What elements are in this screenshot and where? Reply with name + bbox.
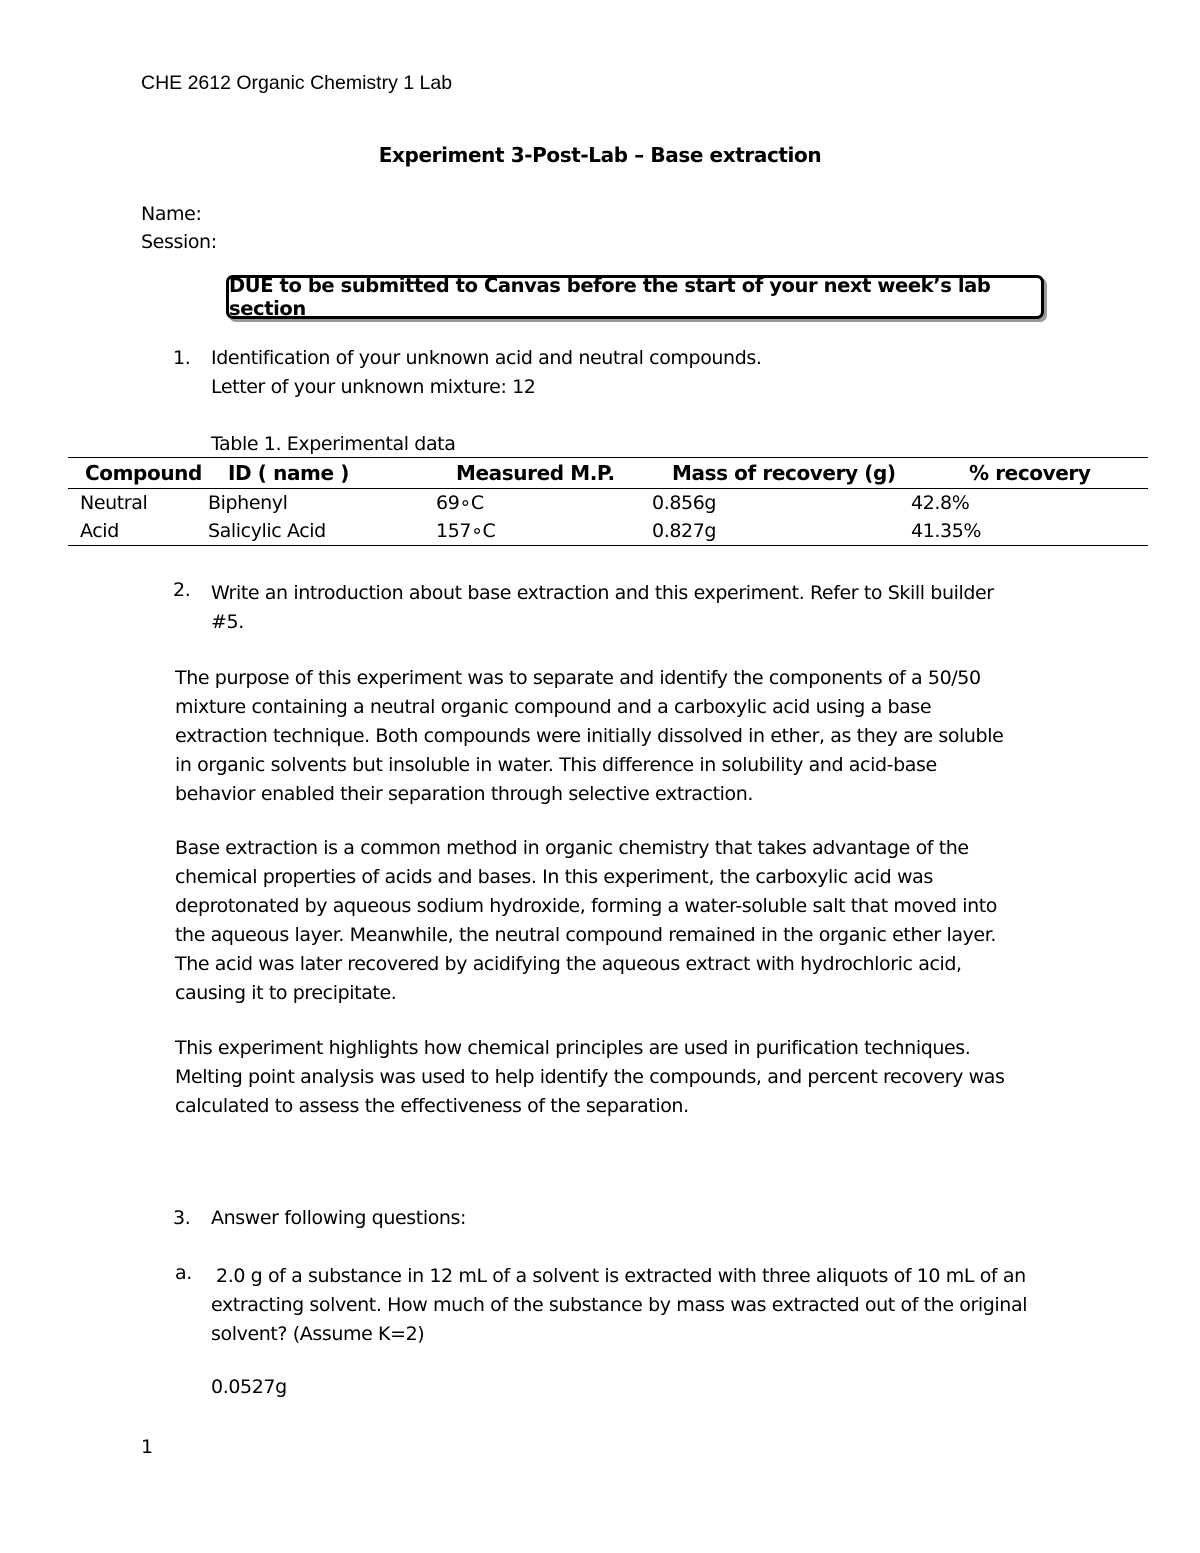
paragraph-line: behavior enabled their separation through selective extraction. [175,783,754,805]
document-header: CHE 2612 Organic Chemistry 1 Lab [141,72,453,94]
paragraph-line: mixture containing a neutral organic compound and a carboxylic acid using a base [175,696,932,718]
question-a-line: extracting solvent. How much of the substance by mass was extracted out of the original [211,1294,1028,1316]
question-2-line: Write an introduction about base extraction and this experiment. Refer to Skill builder [211,582,994,604]
cell-recovery: 42.8% [911,492,970,514]
column-header-id: ID ( name ) [228,461,349,485]
table-header-row [68,458,1148,489]
question-a-line: 2.0 g of a substance in 12 mL of a solvent is extracted with three aliquots of 10 mL of an [216,1265,1026,1287]
question-1-number: 1. [173,347,191,369]
paragraph-line: Melting point analysis was used to help identify the compounds, and percent recovery was [175,1066,1005,1088]
name-label: Name: [141,203,202,225]
cell-mp: 157∘C [436,520,496,542]
question-a-letter: a. [175,1262,192,1284]
question-a-line: solvent? (Assume K=2) [211,1323,425,1345]
question-2-number: 2. [173,579,191,601]
paragraph-line: calculated to assess the effectiveness of the separation. [175,1095,689,1117]
question-a-text [211,1262,1091,1349]
session-label: Session: [141,231,217,253]
due-notice-text: DUE to be submitted to Canvas before the start of your next week’s lab section [229,274,991,320]
paragraph-line: The acid was later recovered by acidifying the aqueous extract with hydrochloric acid, [175,953,962,975]
question-2-line: #5. [211,611,244,633]
question-3-number: 3. [173,1207,191,1229]
question-3-text: Answer following questions: [211,1207,467,1229]
document-title: Experiment 3-Post-Lab – Base extraction [378,143,822,167]
paragraph-line: in organic solvents but insoluble in water. This difference in solubility and acid-base [175,754,937,776]
column-header-recovery: % recovery [969,461,1091,485]
cell-recovery: 41.35% [911,520,982,542]
paragraph-line: chemical properties of acids and bases. In this experiment, the carboxylic acid was [175,866,933,888]
paragraph-line: causing it to precipitate. [175,982,397,1004]
intro-paragraph-1 [175,664,1055,809]
due-notice-box [226,275,1044,319]
intro-paragraph-3 [175,1034,1055,1121]
paragraph-line: Base extraction is a common method in organic chemistry that takes advantage of the [175,837,969,859]
cell-mp: 69∘C [436,492,484,514]
paragraph-line: extraction technique. Both compounds were initially dissolved in ether, as they are soluble [175,725,1004,747]
cell-compound: Acid [80,520,119,542]
unknown-letter-line: Letter of your unknown mixture: 12 [211,376,536,398]
page-number: 1 [141,1436,153,1458]
cell-compound: Neutral [80,492,148,514]
cell-mass: 0.827g [652,520,717,542]
question-1-text: Identification of your unknown acid and neutral compounds. [211,347,762,369]
column-header-mp: Measured M.P. [456,461,615,485]
paragraph-line: The purpose of this experiment was to separate and identify the components of a 50/50 [175,667,981,689]
experimental-data-table [68,457,1148,546]
table-row [68,517,1148,546]
column-header-compound: Compound [85,461,202,485]
table-row [68,489,1148,518]
column-header-mass: Mass of recovery (g) [672,461,896,485]
cell-mass: 0.856g [652,492,717,514]
question-a-answer: 0.0527g [211,1376,287,1398]
paragraph-line: This experiment highlights how chemical principles are used in purification techniques. [175,1037,971,1059]
intro-paragraph-2 [175,834,1055,1008]
table-caption: Table 1. Experimental data [211,433,456,455]
paragraph-line: deprotonated by aqueous sodium hydroxide, forming a water-soluble salt that moved into [175,895,997,917]
cell-id: Biphenyl [208,492,288,514]
paragraph-line: the aqueous layer. Meanwhile, the neutral compound remained in the organic ether layer. [175,924,997,946]
cell-id: Salicylic Acid [208,520,326,542]
question-2-text [211,579,994,637]
